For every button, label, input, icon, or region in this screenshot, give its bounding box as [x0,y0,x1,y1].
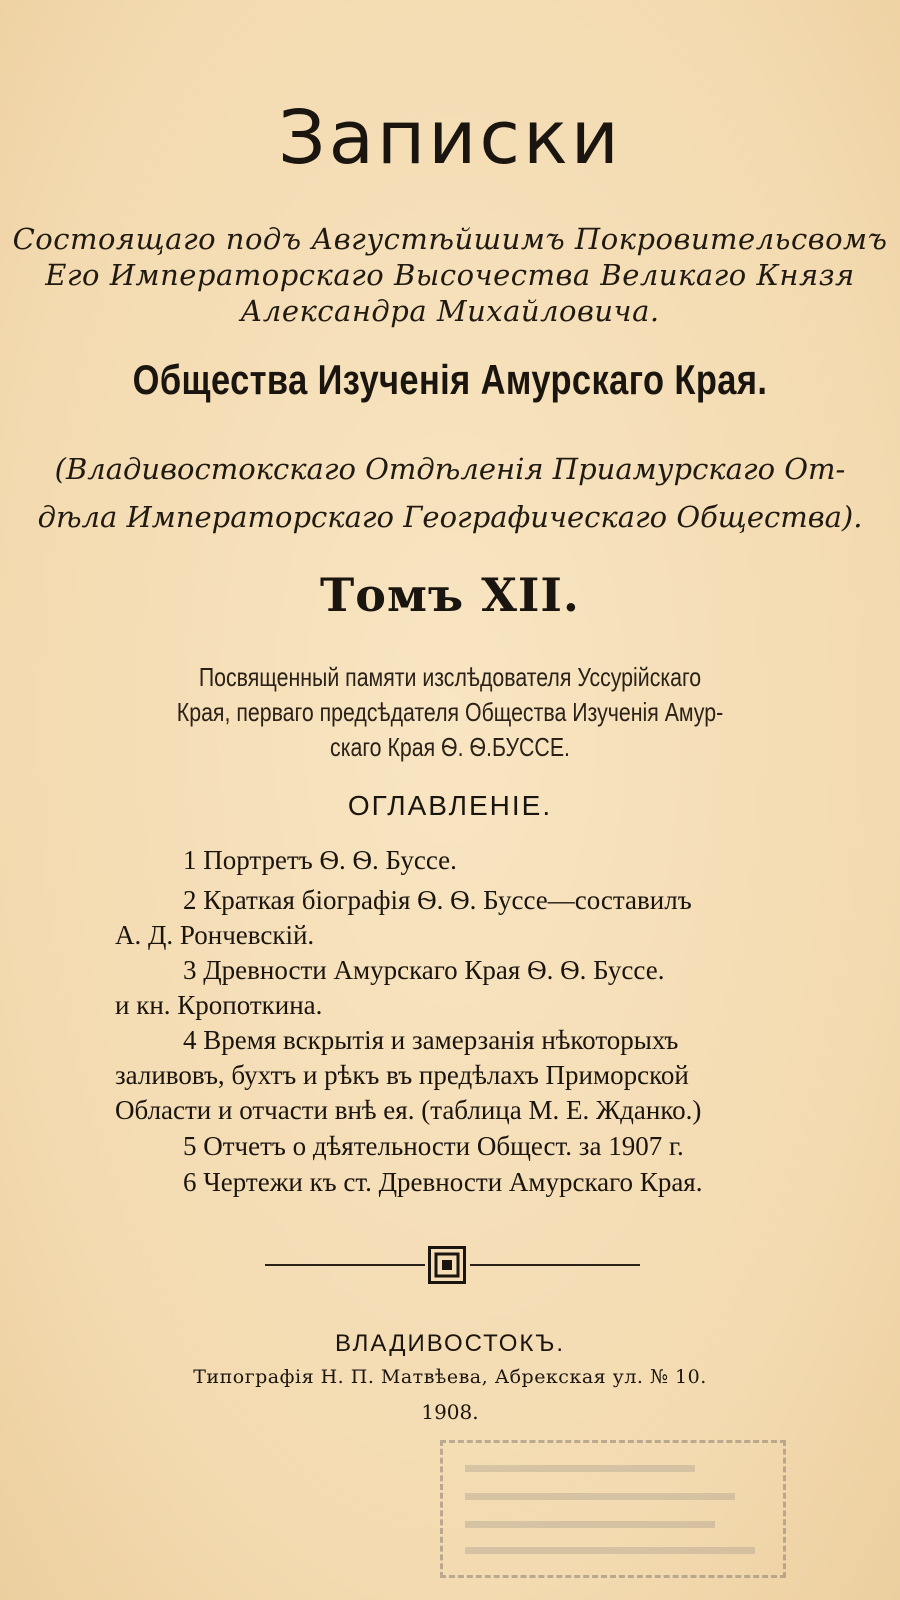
stamp-line-2 [465,1493,735,1500]
patron-line-3: Александра Михайловича. [240,294,660,328]
main-title: Записки [278,95,622,181]
society-name: Общества Изученія Амурскаго Края. [132,356,768,403]
toc-item-1 [115,845,795,876]
stamp-line-4 [465,1547,755,1554]
divider-right [470,1264,640,1266]
toc-item-4-line-1: 4 Время вскрытія и замерзанія нѣкоторыхъ [183,1025,679,1055]
toc-item-6-line-1: 6 Чертежи къ ст. Древности Амурскаго Края. [183,1167,703,1197]
volume-number: Томъ XII. [320,568,580,622]
square-ornament-icon [428,1246,466,1284]
toc-item-2-line-1: 2 Краткая біографія Ѳ. Ѳ. Буссе—составилъ [183,885,692,915]
patron-line-2: Его Императорскаго Высочества Великаго Князя [45,258,855,292]
toc-item-2-cont [115,920,795,951]
imprint-printer: Типографія Н. П. Матвѣева, Абрекская ул. № 10. [193,1366,707,1388]
library-stamp [440,1440,786,1578]
divider-left [265,1264,425,1266]
dedication-line-2: Края, перваго предсѣдателя Общества Изученія Амур- [176,697,724,727]
stamp-line-3 [465,1521,715,1528]
toc-heading: ОГЛАВЛЕНІЕ. [347,790,553,821]
toc-item-6 [115,1167,795,1198]
toc-item-1-line-1: 1 Портретъ Ѳ. Ѳ. Буссе. [183,845,457,875]
toc-item-5 [115,1131,795,1162]
toc-item-4-cont-2 [115,1095,795,1126]
toc-item-2 [115,885,795,916]
imprint-city: ВЛАДИВОСТОКЪ. [334,1330,566,1357]
stamp-line-1 [465,1465,695,1472]
dedication-line-1: Посвященный памяти изслѣдователя Уссурійскаго [198,662,702,692]
toc-item-5-line-1: 5 Отчетъ о дѣятельности Общест. за 1907 г. [183,1131,684,1161]
toc-item-3-line-2: и кн. Кропоткина. [115,990,323,1020]
imprint-year: 1908. [421,1400,479,1424]
branch-line-1: (Владивостокскаго Отдѣленія Приамурскаго От- [54,452,846,486]
toc-item-2-line-2: А. Д. Рончевскій. [115,920,315,950]
toc-item-4-line-3: Области и отчасти внѣ ея. (таблица М. Е. Жданко.) [115,1095,702,1125]
toc-item-4-line-2: заливовъ, бухтъ и рѣкъ въ предѣлахъ Приморской [115,1060,689,1090]
toc-item-3-line-1: 3 Древности Амурскаго Края Ѳ. Ѳ. Буссе. [183,955,665,985]
branch-line-2: дѣла Императорскаго Географическаго Общества). [37,500,863,534]
dedication-line-3: скаго Края Ѳ. Ѳ.БУССЕ. [330,732,570,762]
patron-line-1: Состоящаго подъ Августѣйшимъ Покровительсвомъ [12,222,888,256]
toc-item-3 [115,955,795,986]
toc-item-3-cont [115,990,795,1021]
toc-item-4 [115,1025,795,1056]
toc-item-4-cont-1 [115,1060,795,1091]
